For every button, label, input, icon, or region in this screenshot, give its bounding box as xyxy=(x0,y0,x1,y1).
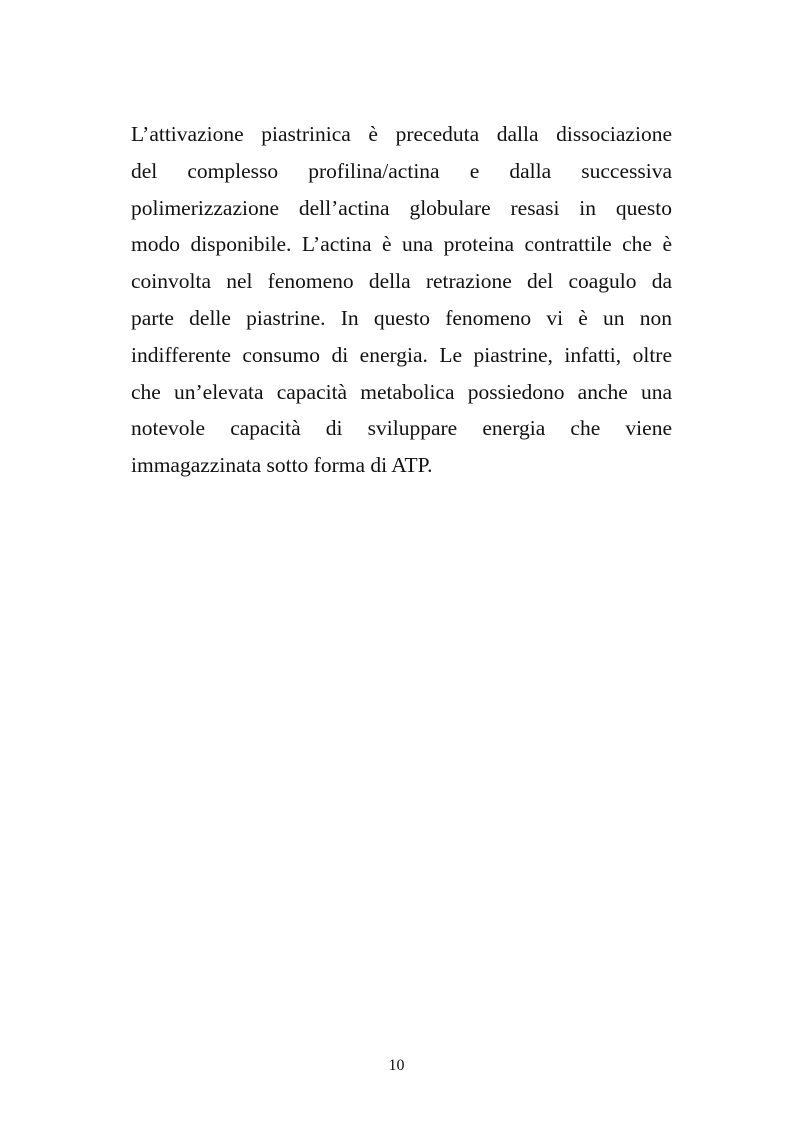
paragraph-line: indifferente consumo di energia. Le piastrine, infatti, oltre xyxy=(131,342,672,367)
paragraph-line: notevole capacità di sviluppare energia che viene xyxy=(131,416,672,441)
paragraph-line: immagazzinata sotto forma di ATP. xyxy=(131,453,433,478)
paragraph-line: polimerizzazione dell’actina globulare resasi in questo xyxy=(131,195,672,220)
page-number: 10 xyxy=(388,1057,405,1074)
paragraph-line: modo disponibile. L’actina è una proteina contrattile che è xyxy=(131,232,672,257)
paragraph-line: del complesso profilina/actina e dalla successiva xyxy=(131,158,672,183)
paragraph-line: L’attivazione piastrinica è preceduta dalla dissociazione xyxy=(131,122,672,146)
paragraph-line: coinvolta nel fenomeno della retrazione del coagulo da xyxy=(131,269,672,294)
body-paragraph xyxy=(131,116,672,484)
paragraph-line: parte delle piastrine. In questo fenomeno vi è un non xyxy=(131,305,672,330)
paragraph-line: che un’elevata capacità metabolica possiedono anche una xyxy=(131,379,672,404)
